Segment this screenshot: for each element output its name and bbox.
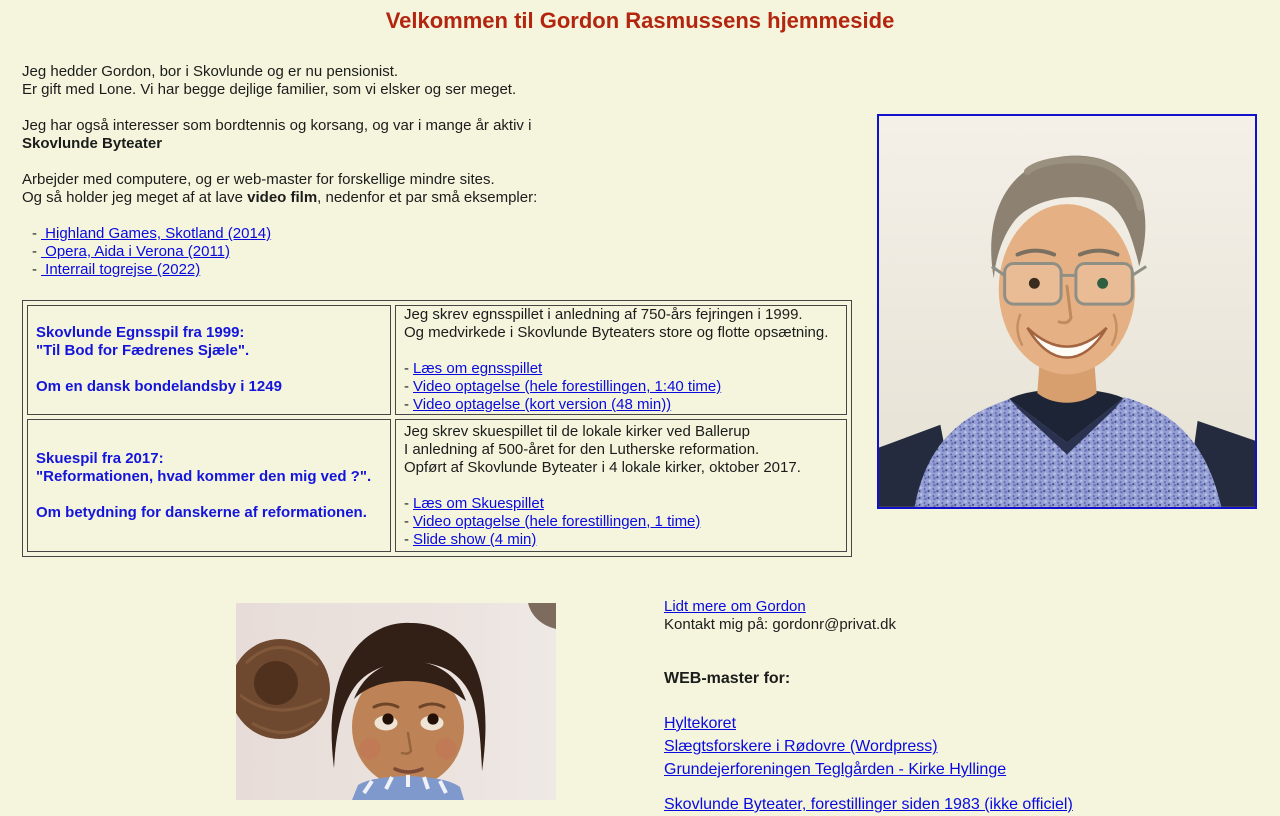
- skuespil-2017-title-cell: [27, 419, 391, 552]
- contact-email-line: Kontakt mig på: gordonr@privat.dk: [664, 616, 897, 633]
- egnsspil-title-line-2: "Til Bod for Fædrenes Sjæle".: [36, 342, 250, 359]
- list-dash: -: [32, 225, 37, 242]
- intro-byteater-bold: Skovlunde Byteater: [22, 135, 163, 152]
- list-item: [664, 598, 1073, 616]
- egnsspil-title-line-3: Om en dansk bondelandsby i 1249: [36, 378, 282, 395]
- egnsspil-1999-desc-cell: [395, 305, 847, 415]
- list-dash: -: [404, 396, 409, 413]
- link-highland-games[interactable]: Highland Games, Skotland (2014): [41, 225, 272, 242]
- list-item: [664, 793, 1073, 816]
- table-row: [25, 303, 849, 417]
- egnsspil-title-line-1: Skovlunde Egnsspil fra 1999:: [36, 324, 245, 341]
- list-dash: -: [404, 378, 409, 395]
- spacer: [404, 342, 838, 360]
- egnsspil-1999-title-cell: [27, 305, 391, 415]
- intro-line-6-pre: Og så holder jeg meget af at lave: [22, 189, 248, 206]
- intro-line-1: Jeg hedder Gordon, bor i Skovlunde og er nu pensionist.: [22, 63, 399, 80]
- list-item: [404, 531, 838, 549]
- intro-line-6-post: , nedenfor et par små eksempler:: [317, 189, 538, 206]
- intro-text: [22, 63, 662, 207]
- list-item: [32, 243, 271, 261]
- list-item: [32, 261, 271, 279]
- link-video-hele-forestillingen-2017[interactable]: Video optagelse (hele forestillingen, 1 time): [413, 512, 701, 530]
- webmaster-heading: WEB-master for:: [664, 670, 791, 687]
- list-item: [664, 758, 1073, 781]
- list-dash: -: [404, 530, 409, 548]
- list-dash: -: [404, 360, 409, 377]
- skuespil-2017-desc-cell: [395, 419, 847, 552]
- spacer: [404, 477, 838, 495]
- link-grundejerforeningen-teglgaarden[interactable]: Grundejerforeningen Teglgården - Kirke Hyllinge: [664, 761, 1007, 778]
- list-item: [664, 712, 1073, 735]
- list-item: [404, 378, 838, 396]
- skuespil-title-line-1: Skuespil fra 2017:: [36, 449, 164, 467]
- table-row: [25, 417, 849, 554]
- link-skovlunde-byteater-forestillinger[interactable]: Skovlunde Byteater, forestillinger siden 1983 (ikke officiel): [664, 796, 1073, 813]
- spacer: [22, 99, 662, 117]
- skuespil-title-line-2: "Reformationen, hvad kommer den mig ved ?".: [36, 467, 372, 485]
- skuespil-desc-line-1: Jeg skrev skuespillet til de lokale kirker ved Ballerup: [404, 422, 750, 440]
- page-title: Velkommen til Gordon Rasmussens hjemmeside: [385, 8, 895, 33]
- skuespil-title-line-3: Om betydning for danskerne af reformationen.: [36, 503, 367, 521]
- link-video-hele-forestillingen-1999[interactable]: Video optagelse (hele forestillingen, 1:40 time): [413, 378, 722, 395]
- spacer: [22, 153, 662, 171]
- list-dash: -: [32, 261, 37, 278]
- egnsspil-desc-line-1: Jeg skrev egnsspillet i anledning af 750-års fejringen i 1999.: [404, 306, 803, 323]
- link-video-kort-version-1999[interactable]: Video optagelse (kort version (48 min)): [413, 396, 672, 413]
- list-dash: -: [404, 512, 409, 530]
- list-item: [32, 225, 271, 243]
- intro-line-3: Jeg har også interesser som bordtennis og korsang, og var i mange år aktiv i: [22, 117, 532, 134]
- link-lidt-mere-om-gordon[interactable]: Lidt mere om Gordon: [664, 598, 806, 615]
- list-item: [664, 735, 1073, 758]
- child-photo: [236, 603, 556, 800]
- list-item: [404, 513, 838, 531]
- video-example-list: [32, 225, 271, 279]
- webmaster-link-list: [664, 712, 1073, 816]
- spacer: [36, 486, 382, 504]
- link-opera-aida-verona[interactable]: Opera, Aida i Verona (2011): [41, 243, 231, 260]
- egnsspil-desc-line-2: Og medvirkede i Skovlunde Byteaters store og flotte opsætning.: [404, 324, 829, 341]
- list-dash: -: [404, 494, 409, 512]
- list-item: [404, 396, 838, 414]
- gordon-portrait-illustration: [879, 116, 1255, 507]
- skuespil-desc-line-2: I anledning af 500-året for den Lutherske reformation.: [404, 440, 760, 458]
- link-laes-om-skuespillet[interactable]: Læs om Skuespillet: [413, 494, 544, 512]
- link-slide-show[interactable]: Slide show (4 min): [413, 530, 537, 548]
- list-dash: -: [32, 243, 37, 260]
- skuespil-desc-line-3: Opført af Skovlunde Byteater i 4 lokale kirker, oktober 2017.: [404, 458, 801, 476]
- intro-videofilm-bold: video film: [247, 189, 318, 206]
- list-item: [404, 360, 838, 378]
- intro-line-2: Er gift med Lone. Vi har begge dejlige familier, som vi elsker og ser meget.: [22, 81, 517, 98]
- link-slaegtsforskere-roedovre[interactable]: Slægtsforskere i Rødovre (Wordpress): [664, 738, 938, 755]
- contact-section: [664, 598, 1073, 816]
- link-laes-om-egnsspillet[interactable]: Læs om egnsspillet: [413, 360, 543, 377]
- plays-table: [22, 300, 852, 557]
- spacer: [36, 360, 382, 378]
- intro-line-5: Arbejder med computere, og er web-master for forskellige mindre sites.: [22, 171, 495, 188]
- list-item: [404, 495, 838, 513]
- gordon-portrait-photo: [877, 114, 1257, 509]
- child-photo-illustration: [236, 603, 556, 800]
- link-hyltekoret[interactable]: Hyltekoret: [664, 715, 737, 732]
- link-interrail-togrejse[interactable]: Interrail togrejse (2022): [41, 261, 201, 278]
- intro-line-6: [22, 189, 662, 207]
